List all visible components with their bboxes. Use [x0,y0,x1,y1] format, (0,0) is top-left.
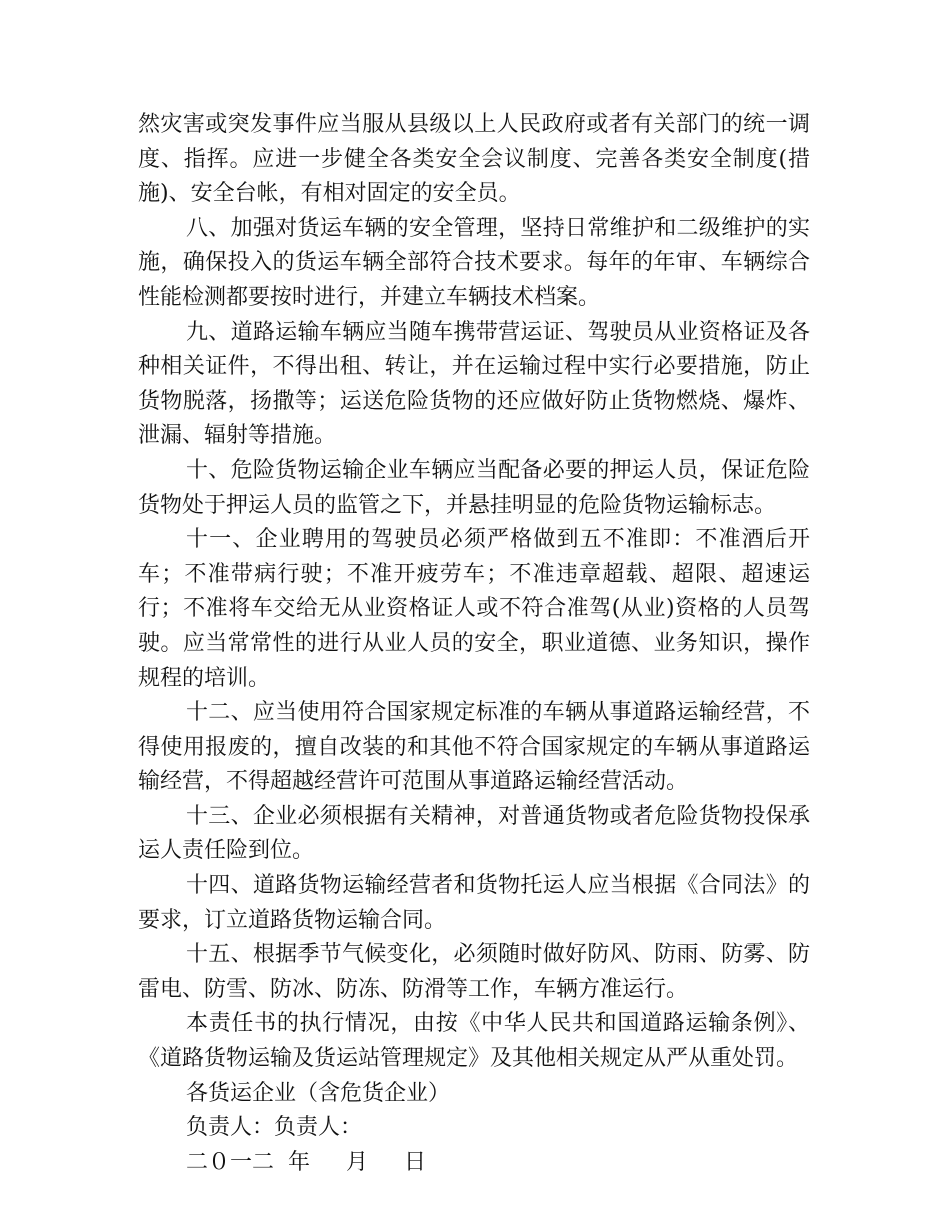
paragraph-item-8: 八、加强对货运车辆的安全管理，坚持日常维护和二级维护的实施，确保投入的货运车辆全部符合技术要求。每年的年审、车辆综合性能检测都要按时进行，并建立车辆技术档案。 [138,215,810,310]
paragraph-item-12: 十二、应当使用符合国家规定标准的车辆从事道路运输经营，不得使用报废的，擅自改装的和其他不符合国家规定的车辆从事道路运输经营，不得超越经营许可范围从事道路运输经营活动。 [138,700,810,795]
signatory-line: 各货运企业（含危货企业） [186,1080,451,1106]
paragraph-item-15: 十五、根据季节气候变化，必须随时做好防风、防雨、防雾、防雷电、防雪、防冰、防冻、防滑等工作，车辆方准运行。 [138,942,810,1002]
paragraph-enforcement: 本责任书的执行情况，由按《中华人民共和国道路运输条例》、《道路货物运输及货运站管理规定》及其他相关规定从严从重处罚。 [138,1011,810,1072]
paragraph-item-11: 十一、企业聘用的驾驶员必须严格做到五不准即：不准酒后开车；不准带病行驶；不准开疲劳车；不准违章超载、超限、超速运行；不准将车交给无从业资格证人或不符合准驾(从业)资格的人员驾驶。应当常常性的进行从业人员的安全，职业道德、业务知识，操作规程的培训。 [138,527,810,691]
date-line [138,1146,810,1181]
paragraph-item-13: 十三、企业必须根据有关精神，对普通货物或者危险货物投保承运人责任险到位。 [138,803,810,864]
date-day: 日 [404,1149,427,1175]
paragraph-item-9: 九、道路运输车辆应当随车携带营运证、驾驶员从业资格证及各种相关证件，不得出租、转让，并在运输过程中实行必要措施，防止货物脱落，扬撒等；运送危险货物的还应做好防止货物燃烧、爆炸、泄漏、辐射等措施。 [138,319,810,449]
paragraph-item-10: 十、危险货物运输企业车辆应当配备必要的押运人员，保证危险货物处于押运人员的监管之下，并悬挂明显的危险货物运输标志。 [138,457,810,518]
document-page [138,108,810,1180]
paragraph-continuation: 然灾害或突发事件应当服从县级以上人民政府或者有关部门的统一调度、指挥。应进一步健全各类安全会议制度、完善各类安全制度(措施)、安全台帐，有相对固定的安全员。 [138,112,810,207]
date-year: 二０一二 年 [186,1149,310,1175]
paragraph-item-14: 十四、道路货物运输经营者和货物托运人应当根据《合同法》的要求，订立道路货物运输合同。 [138,873,810,933]
date-month: 月 [346,1149,369,1175]
responsible-line: 负责人：负责人： [186,1115,363,1141]
